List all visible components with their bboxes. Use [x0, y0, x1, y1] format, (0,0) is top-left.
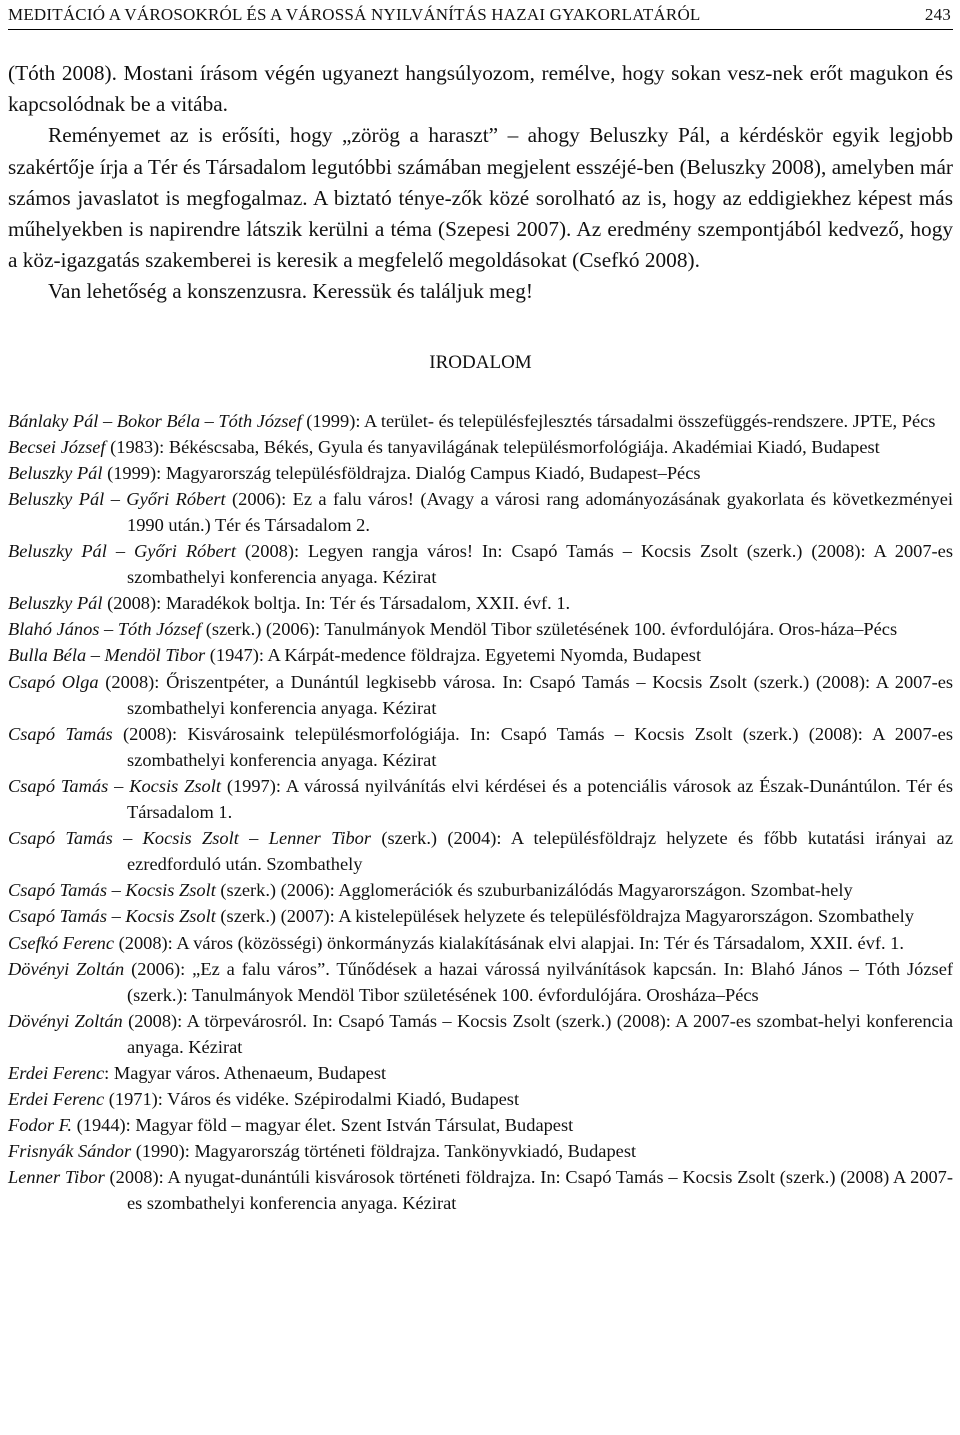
reference-entry — [8, 669, 953, 721]
reference-details: (szerk.) (2007): A kistelepülések helyzete és településföldrajza Magyarországon. Szombathely — [215, 906, 914, 927]
reference-details: (2008): A város (közösségi) önkormányzás kialakításának elvi alapjai. In: Tér és Társadalom, XXII. évf. 1. — [114, 932, 904, 953]
page-number: 243 — [924, 5, 951, 24]
running-header — [8, 0, 953, 30]
reference-entry — [8, 486, 953, 538]
reference-details: (2008): A nyugat-dunántúli kisvárosok történeti földrajza. In: Csapó Tamás – Kocsis Zsolt (szerk.) (2008) A 2007-es szombathelyi konferencia anyaga. Kézirat — [104, 1167, 953, 1214]
reference-authors: Dövényi Zoltán — [8, 958, 125, 979]
reference-authors: Blahó János – Tóth József — [8, 619, 202, 640]
reference-details: (szerk.) (2006): Tanulmányok Mendöl Tibor születésének 100. évfordulójára. Oros-háza–Pécs — [201, 619, 898, 640]
reference-details: (1983): Békéscsaba, Békés, Gyula és tanyavilágának településmorfológiája. Akadémiai Kiadó, Budapest — [105, 436, 880, 457]
reference-details: (2008): A törpevárosról. In: Csapó Tamás – Kocsis Zsolt (szerk.) (2008): A 2007-es szombat-helyi konferencia anyaga. Kézirat — [122, 1010, 953, 1057]
reference-entry — [8, 1060, 953, 1086]
reference-details: (1999): Magyarország településföldrajza. Dialóg Campus Kiadó, Budapest–Pécs — [102, 462, 701, 483]
reference-entry — [8, 1112, 953, 1138]
reference-entry — [8, 825, 953, 877]
reference-authors: Frisnyák Sándor — [8, 1141, 132, 1162]
reference-authors: Erdei Ferenc — [8, 1062, 105, 1083]
reference-authors: Csefkó Ferenc — [8, 932, 115, 953]
reference-entry — [8, 460, 953, 486]
reference-details: (1999): A terület- és településfejlesztés társadalmi összefüggés-rendszere. JPTE, Pécs — [301, 410, 936, 431]
reference-authors: Csapó Tamás – Kocsis Zsolt — [8, 906, 216, 927]
reference-details: (2008): Maradékok boltja. In: Tér és Társadalom, XXII. évf. 1. — [102, 593, 571, 614]
paragraph: (Tóth 2008). Mostani írásom végén ugyanezt hangsúlyozom, remélve, hogy sokan vesz-nek erőt magukon és kapcsolódnak be a vitába. — [8, 61, 953, 117]
reference-details: (2006): „Ez a falu város”. Tűnődések a hazai várossá nyilvánítások kapcsán. In: Blahó János – Tóth József (szerk.): Tanulmányok Mendöl Tibor születésének 100. évfordulójára. Orosháza–Pécs — [124, 958, 953, 1005]
reference-details: (szerk.) (2004): A településföldrajz helyzete és főbb kutatási irányai az ezredforduló után. Szombathely — [127, 828, 954, 875]
reference-authors: Csapó Tamás – Kocsis Zsolt – Lenner Tibor — [8, 828, 372, 849]
reference-authors: Fodor F. — [8, 1115, 73, 1136]
reference-authors: Erdei Ferenc — [8, 1089, 105, 1110]
reference-entry — [8, 721, 953, 773]
reference-authors: Beluszky Pál — [8, 593, 103, 614]
reference-entry — [8, 877, 953, 903]
paragraph: Van lehetőség a konszenzusra. Keressük és találjuk meg! — [48, 279, 533, 304]
reference-authors: Beluszky Pál — [8, 462, 103, 483]
reference-entry — [8, 903, 953, 929]
reference-details: (1944): Magyar föld – magyar élet. Szent István Társulat, Budapest — [72, 1115, 574, 1136]
reference-details: (szerk.) (2006): Agglomerációk és szuburbanizálódás Magyarországon. Szombat-hely — [215, 880, 853, 901]
reference-authors: Csapó Tamás – Kocsis Zsolt — [8, 775, 221, 796]
reference-entry — [8, 1008, 953, 1060]
body-text — [8, 58, 953, 308]
reference-authors: Dövényi Zoltán — [8, 1010, 123, 1031]
paragraph: Reményemet az is erősíti, hogy „zörög a haraszt” – ahogy Beluszky Pál, a kérdéskör egyik legjobb szakértője írja a Tér és Társadalom legutóbbi számában megjelent esszéjé-ben (Beluszky 2008), amelyben már számos javaslatot is megfogalmaz. A biztató ténye-zők közé sorolható az is, hogy az eddigiekhez képest más műhelyekben is napirendre látszik kerülni a téma (Szepesi 2007). Az eredmény szempontjából kedvező, hogy a köz-igazgatás szakemberei is keresik a megfelelő megoldásokat (Csefkó 2008). — [8, 123, 953, 273]
reference-entry — [8, 1164, 953, 1216]
reference-authors: Csapó Tamás – Kocsis Zsolt — [8, 880, 216, 901]
reference-authors: Lenner Tibor — [8, 1167, 105, 1188]
reference-details: (1990): Magyarország történeti földrajza. Tankönyvkiadó, Budapest — [131, 1141, 637, 1162]
reference-authors: Bánlaky Pál – Bokor Béla – Tóth József — [8, 410, 302, 431]
section-title: IRODALOM — [429, 351, 532, 373]
reference-entry — [8, 642, 953, 668]
reference-entry — [8, 538, 953, 590]
reference-entry — [8, 590, 953, 616]
reference-list — [8, 408, 953, 1217]
reference-authors: Csapó Tamás — [8, 723, 113, 744]
reference-authors: Bulla Béla – Mendöl Tibor — [8, 645, 206, 666]
running-title: MEDITÁCIÓ A VÁROSOKRÓL ÉS A VÁROSSÁ NYILVÁNÍTÁS HAZAI GYAKORLATÁRÓL — [8, 5, 701, 24]
reference-details: : Magyar város. Athenaeum, Budapest — [104, 1062, 387, 1083]
reference-entry — [8, 1086, 953, 1112]
reference-details: (1947): A Kárpát-medence földrajza. Egyetemi Nyomda, Budapest — [205, 645, 702, 666]
reference-details: (2008): Őriszentpéter, a Dunántúl legkisebb városa. In: Csapó Tamás – Kocsis Zsolt (szerk.) (2008): A 2007-es szombathelyi konferencia anyaga. Kézirat — [98, 671, 954, 718]
reference-entry — [8, 408, 953, 434]
reference-authors: Csapó Olga — [8, 671, 99, 692]
reference-details: (1997): A várossá nyilvánítás elvi kérdései és a potenciális városok az Észak-Dunántúlon. Tér és Társadalom 1. — [127, 775, 953, 823]
reference-entry — [8, 773, 953, 825]
reference-entry — [8, 930, 953, 956]
reference-authors: Beluszky Pál – Győri Róbert — [8, 488, 226, 509]
reference-entry — [8, 434, 953, 460]
reference-details: (2008): Kisvárosaink településmorfológiája. In: Csapó Tamás – Kocsis Zsolt (szerk.) (2008): A 2007-es szombathelyi konferencia anyaga. Kézirat — [112, 723, 953, 770]
reference-details: (2008): Legyen rangja város! In: Csapó Tamás – Kocsis Zsolt (szerk.) (2008): A 2007-es szombathelyi konferencia anyaga. Kézirat — [127, 541, 953, 588]
reference-authors: Becsei József — [8, 436, 106, 457]
reference-entry — [8, 956, 953, 1008]
reference-entry — [8, 616, 953, 642]
reference-entry — [8, 1138, 953, 1164]
reference-details: (2006): Ez a falu város! (Avagy a városi rang adományozásának gyakorlata és következményei 1990 után.) Tér és Társadalom 2. — [127, 488, 953, 535]
reference-details: (1971): Város és vidéke. Szépirodalmi Kiadó, Budapest — [104, 1089, 520, 1110]
reference-authors: Beluszky Pál – Győri Róbert — [8, 541, 236, 562]
